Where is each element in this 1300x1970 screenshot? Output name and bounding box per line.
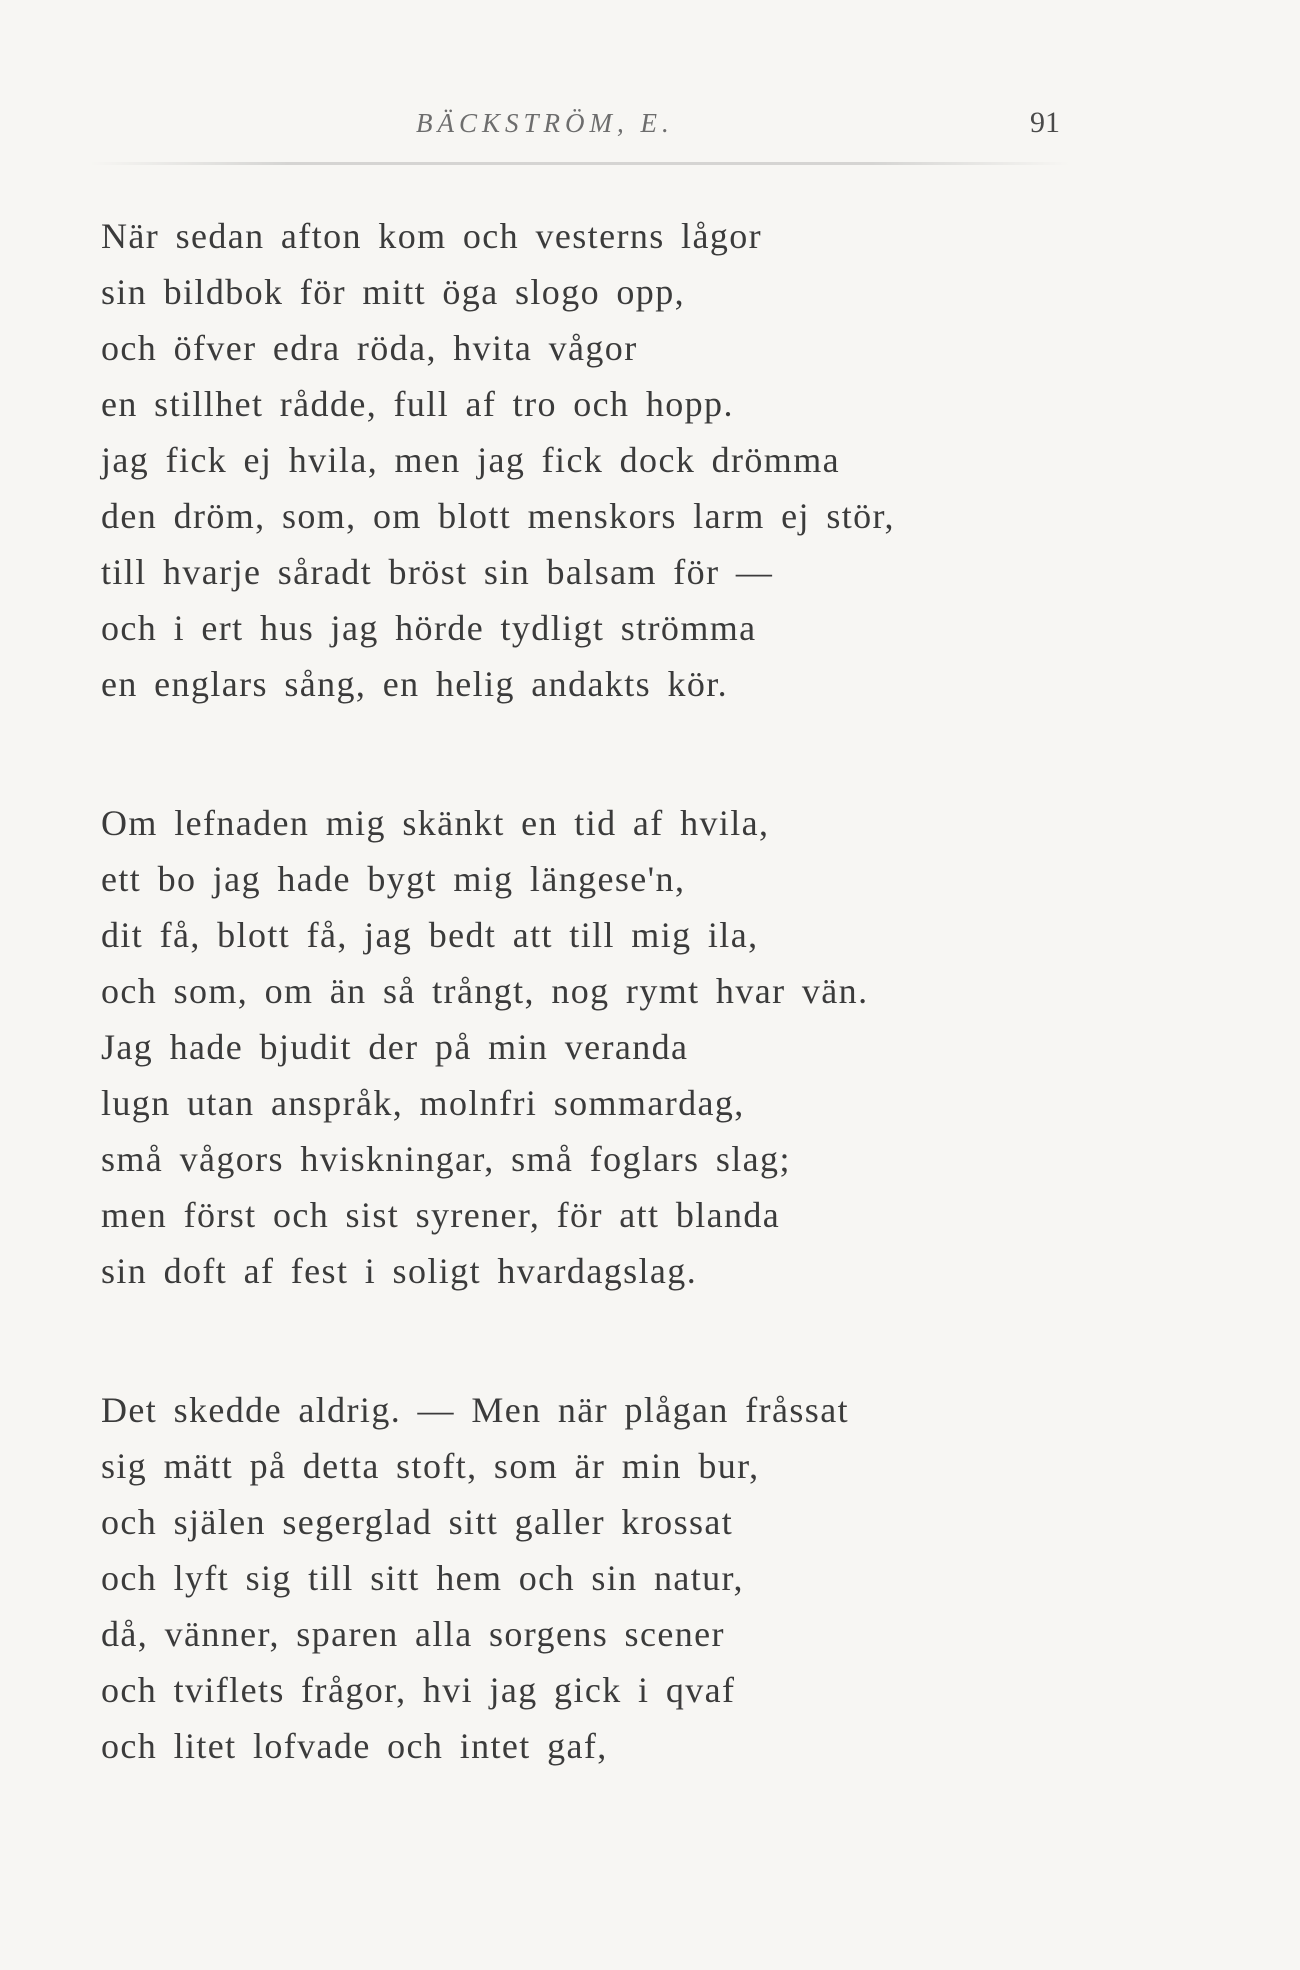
header-rule	[90, 162, 1070, 165]
poem-line: men först och sist syrener, för att blanda	[101, 1195, 781, 1235]
poem-line: till hvarje såradt bröst sin balsam för —	[101, 552, 774, 592]
page-number: 91	[1030, 106, 1060, 139]
poem-line: en stillhet rådde, full af tro och hopp.	[101, 384, 734, 424]
poem-line: sin doft af fest i soligt hvardagslag.	[101, 1251, 698, 1291]
poem-line: Det skedde aldrig. — Men när plågan fråssat	[101, 1390, 849, 1430]
poem-line: och i ert hus jag hörde tydligt strömma	[101, 608, 757, 648]
poem-line: en englars sång, en helig andakts kör.	[101, 664, 729, 704]
poem-line: sig mätt på detta stoft, som är min bur,	[101, 1446, 760, 1486]
poem-line: den dröm, som, om blott menskors larm ej stör,	[101, 496, 895, 536]
poem-line: små vågors hviskningar, små foglars slag;	[101, 1139, 791, 1179]
poem-body	[101, 208, 1201, 1857]
page-header	[0, 108, 1300, 148]
stanza-1	[101, 208, 1201, 712]
poem-line: dit få, blott få, jag bedt att till mig ila,	[101, 915, 759, 955]
poem-line: jag fick ej hvila, men jag fick dock drömma	[101, 440, 840, 480]
poem-line: ett bo jag hade bygt mig längese'n,	[101, 859, 686, 899]
poem-line: och själen segerglad sitt galler krossat	[101, 1502, 734, 1542]
poem-line: lugn utan anspråk, molnfri sommardag,	[101, 1083, 745, 1123]
poem-line: sin bildbok för mitt öga slogo opp,	[101, 272, 685, 312]
poem-line: och som, om än så trångt, nog rymt hvar vän.	[101, 971, 869, 1011]
stanza-2	[101, 795, 1201, 1299]
stanza-3	[101, 1382, 1201, 1774]
poem-line: och tviflets frågor, hvi jag gick i qvaf	[101, 1670, 736, 1710]
poem-line: När sedan afton kom och vesterns lågor	[101, 216, 763, 256]
poem-line: och litet lofvade och intet gaf,	[101, 1726, 608, 1766]
poem-line: Om lefnaden mig skänkt en tid af hvila,	[101, 803, 770, 843]
poem-line: och öfver edra röda, hvita vågor	[101, 328, 638, 368]
poem-line: Jag hade bjudit der på min veranda	[101, 1027, 689, 1067]
poem-line: då, vänner, sparen alla sorgens scener	[101, 1614, 725, 1654]
running-head: BÄCKSTRÖM, E.	[416, 108, 674, 138]
poem-line: och lyft sig till sitt hem och sin natur,	[101, 1558, 744, 1598]
